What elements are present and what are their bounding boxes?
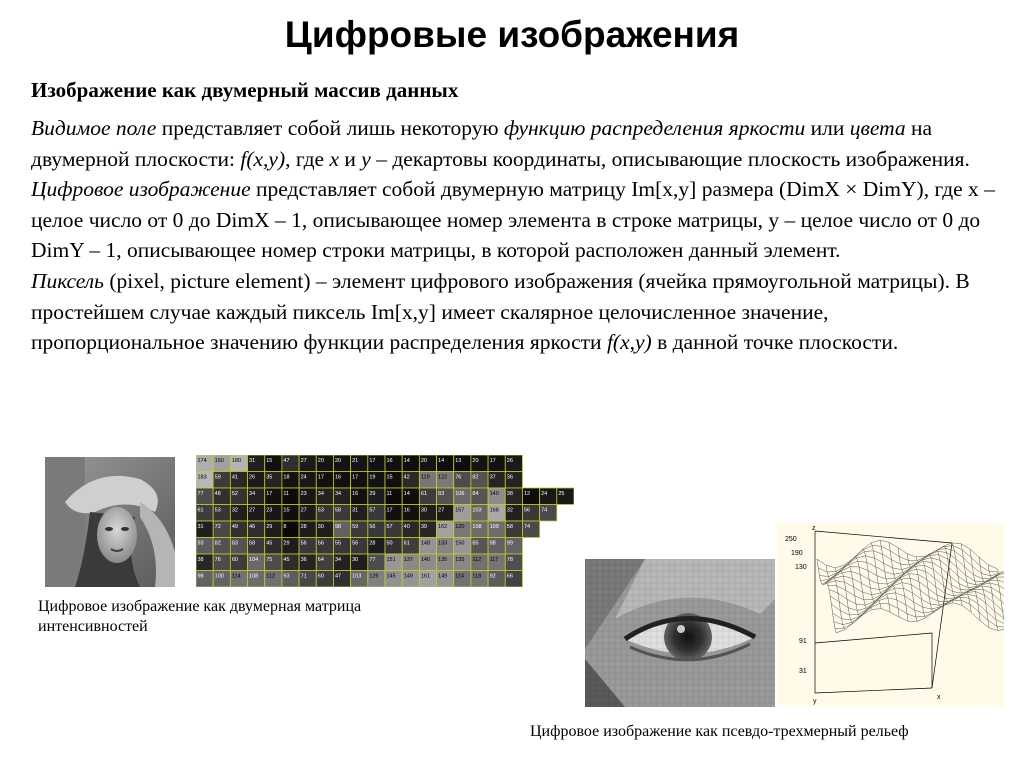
matrix-cell-value: 16 bbox=[403, 507, 410, 514]
matrix-cell-value: 74 bbox=[541, 507, 548, 514]
matrix-cell-value: 76 bbox=[455, 474, 462, 481]
matrix-cell-value: 93 bbox=[197, 540, 204, 547]
matrix-cell-value: 150 bbox=[455, 540, 465, 547]
formula-fxy: f(x,y) bbox=[240, 146, 286, 171]
matrix-cell-value: 137 bbox=[403, 557, 413, 563]
matrix-cell-value: 47 bbox=[283, 458, 290, 464]
matrix-cell-value: 29 bbox=[283, 540, 290, 547]
term-visible-field: Видимое поле bbox=[31, 116, 157, 140]
matrix-cell-value: 82 bbox=[472, 474, 479, 481]
matrix-cell-value: 120 bbox=[455, 524, 465, 530]
matrix-cell-value: 58 bbox=[249, 540, 256, 547]
matrix-cell-value: 56 bbox=[369, 524, 376, 530]
matrix-cell-value: 28 bbox=[300, 524, 307, 530]
matrix-cell-value: 26 bbox=[249, 474, 256, 481]
matrix-cell-value: 119 bbox=[420, 474, 430, 481]
relief-3d-plot bbox=[777, 523, 1004, 707]
matrix-cell-value: 103 bbox=[472, 507, 482, 514]
matrix-cell-value: 99 bbox=[506, 540, 513, 547]
matrix-cell-value: 20 bbox=[472, 458, 479, 464]
matrix-cell-value: 42 bbox=[403, 474, 410, 481]
matrix-cell-value: 24 bbox=[541, 491, 548, 497]
matrix-cell-value: 55 bbox=[334, 540, 342, 547]
slide-subtitle: Изображение как двумерный массив данных bbox=[31, 78, 459, 102]
matrix-cell-value: 29 bbox=[369, 491, 376, 497]
matrix-cell-value: 17 bbox=[489, 458, 496, 464]
matrix-cell-value: 35 bbox=[266, 474, 273, 481]
matrix-cell-value: 61 bbox=[197, 507, 204, 514]
matrix-cell-value: 145 bbox=[386, 573, 396, 580]
matrix-cell-value: 14 bbox=[403, 458, 410, 464]
matrix-cell-value: 27 bbox=[300, 507, 307, 514]
paragraph-visible-field bbox=[31, 113, 1006, 174]
matrix-cell-value: 82 bbox=[214, 540, 221, 547]
matrix-cell-value: 92 bbox=[489, 573, 496, 580]
caption-relief: Цифровое изображение как псевдо-трехмерный рельеф bbox=[530, 723, 909, 740]
relief-y-label: y bbox=[813, 698, 817, 705]
body-text bbox=[31, 113, 1006, 358]
text-span: (pixel, picture element) – элемент цифрового изображения (ячейка прямоугольной матрицы). В простейшем случае каждый пиксель Im[x,y] имеет скалярное целочисленное значение, пропорциональное значению функции распределения яркости bbox=[31, 268, 970, 355]
matrix-cell-value: 46 bbox=[249, 524, 256, 530]
matrix-cell-value: 72 bbox=[214, 524, 221, 530]
matrix-cell-value: 38 bbox=[506, 491, 513, 497]
text-span: или bbox=[805, 116, 850, 140]
matrix-cell-value: 47 bbox=[334, 573, 342, 580]
matrix-cell-value: 84 bbox=[472, 491, 479, 497]
matrix-cell-value: 112 bbox=[266, 573, 276, 580]
matrix-cell-value: 93 bbox=[283, 573, 290, 580]
matrix-cell-value: 77 bbox=[197, 491, 204, 497]
matrix-cell-value: 32 bbox=[231, 507, 238, 514]
matrix-cell-value: 20 bbox=[420, 458, 427, 464]
matrix-cell-value: 59 bbox=[214, 474, 221, 481]
matrix-cell-value: 78 bbox=[506, 557, 513, 563]
matrix-cell-value: 61 bbox=[403, 540, 410, 547]
text-span: и bbox=[339, 146, 362, 171]
matrix-cell-value: 122 bbox=[438, 474, 448, 481]
term-pixel: Пиксель bbox=[31, 268, 104, 293]
eye-closeup bbox=[585, 559, 775, 707]
matrix-cell-value: 36 bbox=[300, 557, 307, 563]
matrix-cell-value: 17 bbox=[317, 474, 324, 481]
relief-z-label: z bbox=[812, 525, 816, 532]
matrix-cell-value: 71 bbox=[300, 573, 307, 580]
relief-tick-130: 130 bbox=[795, 564, 807, 571]
matrix-cell-value: 151 bbox=[386, 557, 396, 563]
matrix-cell-value: 108 bbox=[249, 573, 259, 580]
matrix-cell-value: 174 bbox=[197, 458, 207, 464]
matrix-cell-value: 16 bbox=[386, 458, 393, 464]
matrix-cell-value: 66 bbox=[506, 573, 513, 580]
term-digital-image: Цифровое изображение bbox=[31, 177, 251, 202]
matrix-cell-value: 30 bbox=[420, 507, 427, 514]
matrix-cell-value: 85 bbox=[472, 540, 479, 547]
matrix-cell-value: 140 bbox=[489, 491, 499, 497]
matrix-cell-value: 37 bbox=[489, 474, 496, 481]
matrix-cell-value: 98 bbox=[489, 540, 496, 547]
matrix-cell-value: 16 bbox=[334, 474, 342, 481]
matrix-cell-value: 17 bbox=[266, 491, 273, 497]
matrix-cell-value: 34 bbox=[249, 491, 256, 497]
matrix-cell-value: 60 bbox=[317, 573, 324, 580]
matrix-cell-value: 75 bbox=[266, 557, 273, 563]
matrix-cell-value: 41 bbox=[231, 474, 238, 481]
paragraph-pixel bbox=[31, 266, 1006, 358]
matrix-cell-value: 58 bbox=[506, 524, 513, 530]
matrix-cell-value: 20 bbox=[334, 458, 342, 464]
matrix-cell-value: 14 bbox=[403, 491, 410, 497]
matrix-cell-value: 45 bbox=[283, 557, 290, 563]
matrix-cell-value: 12 bbox=[523, 491, 531, 497]
matrix-cell-value: 34 bbox=[334, 491, 342, 497]
matrix-cell-value: 53 bbox=[317, 507, 324, 514]
matrix-cell-value: 14 bbox=[438, 458, 445, 464]
term-brightness-function: функцию распределения яркости bbox=[503, 116, 806, 140]
matrix-cell-value: 106 bbox=[455, 491, 465, 497]
formula-fxy: f(x,y) bbox=[606, 330, 652, 355]
matrix-cell-value: 15 bbox=[283, 507, 290, 514]
matrix-cell-value: 61 bbox=[420, 491, 427, 497]
matrix-cell-value: 36 bbox=[506, 474, 513, 481]
matrix-cell-value: 19 bbox=[369, 474, 376, 481]
matrix-cell-value: 40 bbox=[403, 524, 410, 530]
matrix-cell-value: 34 bbox=[334, 557, 342, 563]
matrix-cell-value: 45 bbox=[266, 540, 273, 547]
matrix-cell-value: 149 bbox=[403, 573, 413, 580]
slide-title: Цифровые изображения bbox=[284, 14, 740, 55]
matrix-cell-value: 100 bbox=[214, 573, 224, 580]
matrix-cell-value: 60 bbox=[231, 557, 238, 563]
matrix-cell-value: 52 bbox=[231, 491, 238, 497]
matrix-cell-value: 31 bbox=[249, 458, 256, 464]
intensity-matrix bbox=[196, 455, 574, 587]
text-span: , где bbox=[285, 146, 330, 171]
matrix-cell-value: 17 bbox=[352, 474, 359, 481]
term-color: цвета bbox=[849, 116, 906, 140]
matrix-cell-value: 8 bbox=[283, 524, 287, 530]
matrix-cell-value: 183 bbox=[197, 474, 207, 481]
matrix-cell-value: 29 bbox=[266, 524, 273, 530]
matrix-cell-value: 49 bbox=[231, 524, 238, 530]
matrix-cell-value: 50 bbox=[386, 540, 393, 547]
matrix-cell-value: 64 bbox=[317, 557, 324, 563]
caption-matrix: Цифровое изображение как двумерная матрица интенсивностей bbox=[38, 598, 362, 635]
matrix-cell-value: 13 bbox=[455, 458, 462, 464]
matrix-cell-value: 135 bbox=[455, 557, 465, 563]
text-span: представляет собой двумерную матрицу Im[x,y] размера (DimX × DimY), где x – целое число от 0 до DimX – 1, описывающее номер элемента в строке матрицы, y – целое число от 0 до DimY – 1, описывающее номер строки матрицы, в которой расположен данный элемент. bbox=[31, 177, 995, 263]
matrix-cell-value: 56 bbox=[352, 540, 359, 547]
paragraph-digital-image bbox=[31, 174, 1006, 266]
matrix-cell-value: 76 bbox=[214, 557, 221, 563]
matrix-cell-value: 133 bbox=[438, 540, 448, 547]
matrix-cell-value: 58 bbox=[334, 507, 342, 514]
matrix-cell-value: 118 bbox=[472, 573, 482, 580]
text-span: на двумерной плоскости: bbox=[31, 116, 933, 171]
matrix-cell-value: 180 bbox=[231, 458, 242, 464]
matrix-cell-value: 56 bbox=[300, 540, 307, 547]
text-span: – декартовы координаты, описывающие плоскость изображения. bbox=[370, 146, 970, 171]
matrix-cell-value: 98 bbox=[334, 524, 342, 530]
matrix-cell-value: 140 bbox=[420, 557, 431, 563]
matrix-cell-value: 27 bbox=[249, 507, 256, 514]
matrix-cell-value: 11 bbox=[386, 491, 393, 497]
matrix-cell-value: 27 bbox=[438, 507, 445, 514]
matrix-cell-value: 114 bbox=[231, 573, 241, 580]
matrix-cell-value: 57 bbox=[369, 507, 376, 514]
matrix-cell-value: 11 bbox=[283, 491, 290, 497]
matrix-cell-value: 160 bbox=[214, 458, 224, 464]
relief-tick-31: 31 bbox=[799, 668, 807, 675]
matrix-cell-value: 98 bbox=[197, 573, 204, 580]
matrix-cell-value: 59 bbox=[352, 524, 359, 530]
matrix-cell-value: 17 bbox=[386, 507, 393, 514]
matrix-cell-value: 135 bbox=[438, 557, 448, 563]
matrix-cell-value: 39 bbox=[420, 524, 427, 530]
relief-x-label: x bbox=[937, 694, 941, 701]
matrix-cell-value: 83 bbox=[231, 540, 238, 547]
matrix-cell-value: 23 bbox=[266, 507, 273, 514]
matrix-cell-value: 112 bbox=[472, 557, 482, 563]
matrix-cell-value: 83 bbox=[438, 491, 445, 497]
matrix-cell-value: 148 bbox=[420, 540, 431, 547]
matrix-cell-value: 30 bbox=[317, 524, 324, 530]
portrait-photo bbox=[45, 457, 175, 587]
matrix-cell-value: 27 bbox=[300, 458, 307, 464]
text-span: в данной точке плоскости. bbox=[651, 330, 899, 355]
matrix-cell-value: 38 bbox=[197, 557, 204, 563]
matrix-cell-value: 18 bbox=[283, 474, 290, 481]
matrix-cell-value: 157 bbox=[455, 507, 465, 514]
matrix-cell-value: 129 bbox=[369, 573, 379, 580]
matrix-cell-value: 34 bbox=[317, 491, 324, 497]
matrix-cell-value: 103 bbox=[352, 573, 362, 580]
matrix-cell-value: 26 bbox=[506, 458, 513, 464]
relief-tick-190: 190 bbox=[791, 550, 803, 557]
matrix-cell-value: 56 bbox=[317, 540, 324, 547]
matrix-cell-value: 32 bbox=[506, 507, 513, 514]
matrix-cell-value: 23 bbox=[300, 491, 307, 497]
matrix-cell-value: 28 bbox=[369, 540, 376, 547]
matrix-cell-value: 109 bbox=[489, 524, 499, 530]
var-x: x bbox=[329, 146, 340, 171]
matrix-cell-value: 117 bbox=[489, 557, 499, 563]
matrix-cell-value: 161 bbox=[420, 573, 431, 580]
matrix-cell-value: 21 bbox=[352, 458, 359, 464]
matrix-cell-value: 48 bbox=[214, 491, 221, 497]
matrix-cell-value: 162 bbox=[438, 524, 448, 530]
matrix-cell-value: 31 bbox=[197, 524, 204, 530]
matrix-cell-value: 24 bbox=[300, 474, 307, 481]
matrix-cell-value: 20 bbox=[317, 458, 324, 464]
matrix-cell-value: 74 bbox=[523, 524, 531, 530]
matrix-cell-value: 149 bbox=[438, 573, 448, 580]
matrix-cell-value: 31 bbox=[352, 507, 359, 514]
matrix-cell-value: 77 bbox=[369, 557, 376, 563]
matrix-cell-value: 30 bbox=[352, 557, 359, 563]
relief-tick-91: 91 bbox=[799, 638, 807, 645]
matrix-cell-value: 114 bbox=[455, 573, 465, 580]
var-y: y bbox=[361, 146, 371, 171]
matrix-cell-value: 57 bbox=[386, 524, 393, 530]
matrix-cell-value: 108 bbox=[472, 524, 482, 530]
matrix-cell-value: 15 bbox=[266, 458, 273, 464]
matrix-cell-value: 16 bbox=[352, 491, 359, 497]
matrix-cell-value: 168 bbox=[489, 507, 499, 514]
matrix-cell-value: 53 bbox=[214, 507, 221, 514]
matrix-cell-value: 104 bbox=[249, 557, 259, 563]
text-span: представляет собой лишь некоторую bbox=[156, 116, 504, 140]
relief-tick-250: 250 bbox=[785, 536, 797, 543]
matrix-cell-value: 56 bbox=[523, 507, 531, 514]
matrix-cell-value: 17 bbox=[369, 458, 376, 464]
matrix-cell-value: 25 bbox=[558, 491, 565, 497]
matrix-cell-value: 15 bbox=[386, 474, 393, 481]
